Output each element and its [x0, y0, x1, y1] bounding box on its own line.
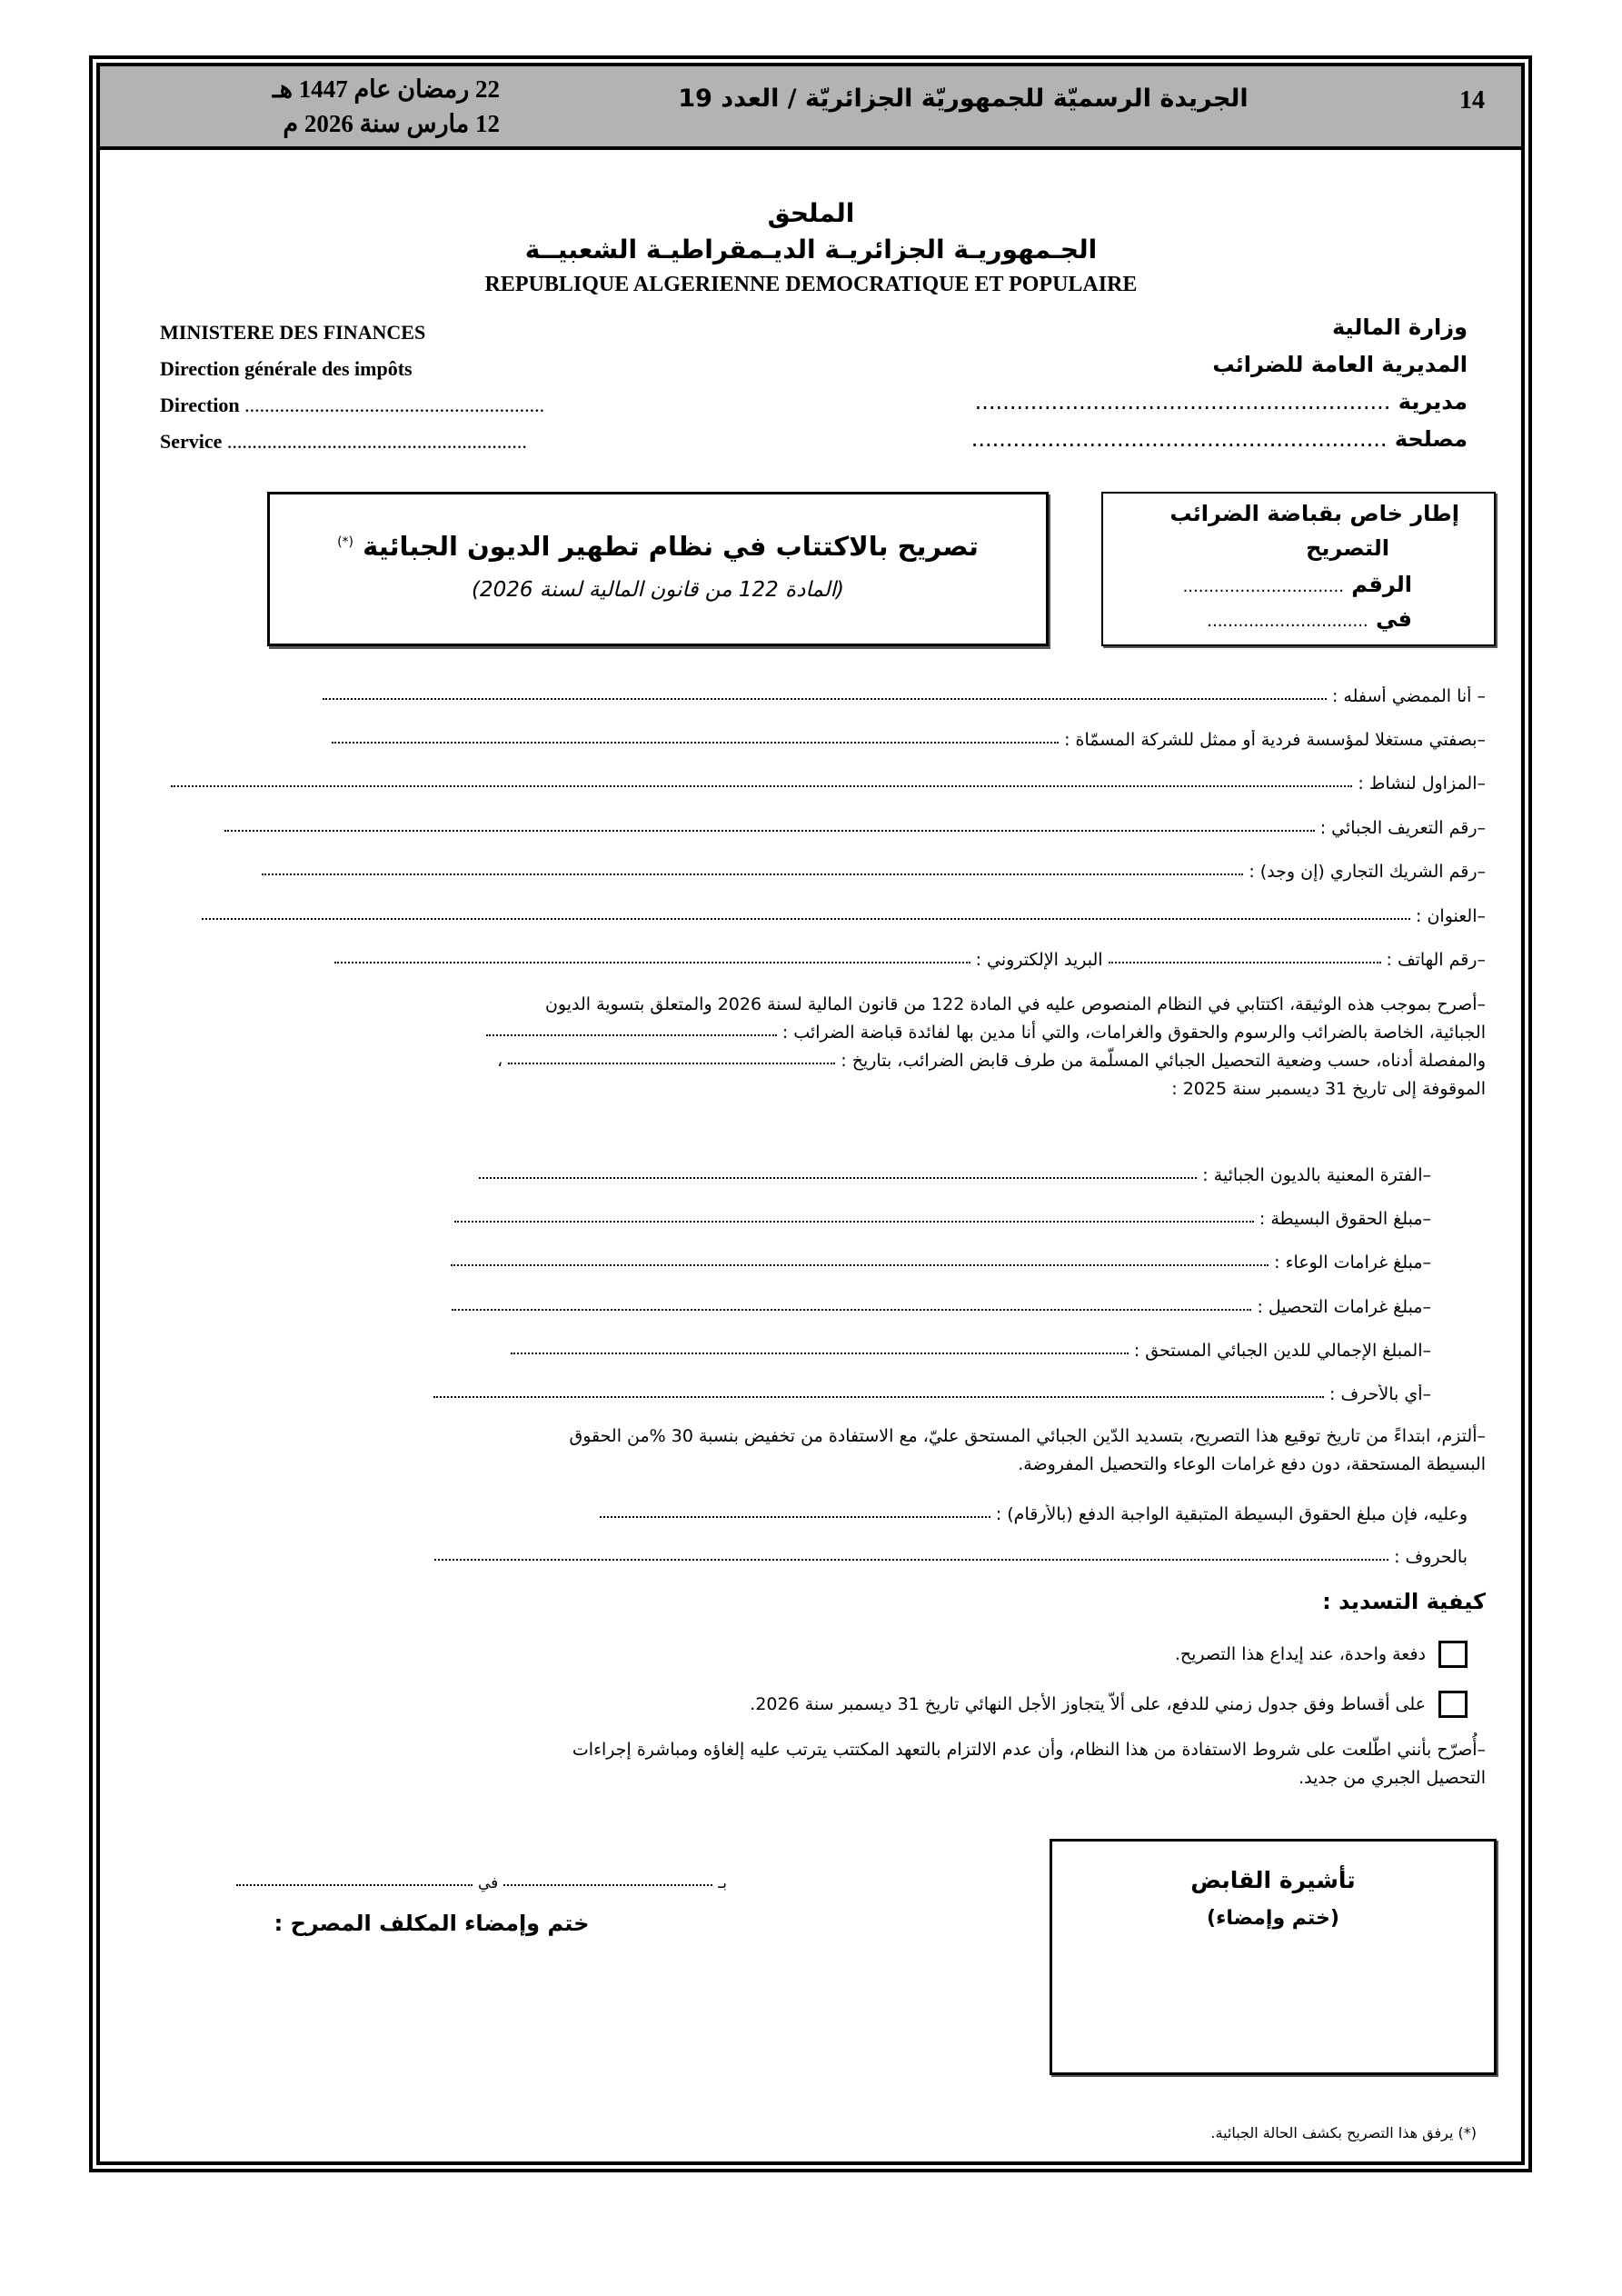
date-gregorian: 12 مارس سنة 2026 م: [283, 110, 500, 137]
declaration-title-box: [267, 492, 1049, 646]
remaining-amount-digits-input[interactable]: [600, 1516, 990, 1518]
field-collection-penalties[interactable]: –مبلغ غرامات التحصيل :: [177, 1297, 1431, 1317]
remaining-amount-words-input[interactable]: [434, 1559, 1388, 1561]
payment-method-title: كيفية التسديد :: [1322, 1589, 1486, 1614]
company-name-input[interactable]: [332, 742, 1059, 744]
signature-place-input[interactable]: [503, 1884, 712, 1886]
field-total-debt[interactable]: –المبلغ الإجمالي للدين الجبائي المستحق :: [177, 1341, 1431, 1361]
payment-option-installments[interactable]: [750, 1691, 1468, 1718]
debt-period-input[interactable]: [479, 1177, 1197, 1179]
commercial-partner-input[interactable]: [262, 873, 1243, 875]
email-input[interactable]: [334, 962, 970, 963]
annex-title: الملحق: [767, 198, 855, 228]
tax-office-box: [1101, 492, 1496, 646]
ministry-fr: MINISTERE DES FINANCES: [160, 321, 426, 344]
commitment-paragraph: –ألتزم، ابتداءً من تاريخ توقيع هذا التصريح، بتسديد الدّين الجبائي المستحق عليّ، مع الاستفادة من تخفيض بنسبة 30 %من الحقوق البسيطة المستحقة، دون دفع غرامات الوعاء والتحصيل المفروضة.: [569, 1426, 1486, 1474]
signatory-name-input[interactable]: [323, 698, 1327, 700]
total-in-words-input[interactable]: [433, 1396, 1324, 1398]
receiver-visa-box[interactable]: [1050, 1839, 1497, 2075]
direction-field-ar[interactable]: مديرية ............................................................: [974, 389, 1468, 414]
installments-checkbox[interactable]: [1438, 1691, 1468, 1718]
declaration-number-field[interactable]: الرقم ...............................: [1182, 572, 1412, 597]
field-phone-email[interactable]: –رقم الهاتف :البريد الإلكتروني :: [123, 950, 1486, 970]
admin-block-fr: [160, 314, 544, 460]
total-debt-input[interactable]: [511, 1353, 1129, 1354]
service-field-fr[interactable]: Service ............................................................: [160, 430, 527, 453]
declaration-paragraph: –أصرح بموجب هذه الوثيقة، اكتتابي في النظام المنصوص عليه في المادة 122 من قانون المالية لسنة 2026 والمتعلق بتسوية الديون الجبائية، الخاصة بالضرائب والرسوم والحقوق والغرامات، والتي أنا مدين بها لفائدة قباضة الضرائب : والمفصلة أدناه، حسب وضعية التحصيل الجبائي المسلّمة من طرف قابض الضرائب، بتاريخ :، الموقوفة إلى تاريخ 31 ديسمبر سنة 2025 :: [123, 991, 1486, 1103]
field-tax-id[interactable]: –رقم التعريف الجبائي :: [123, 818, 1486, 838]
service-dots: ............................................................: [226, 430, 527, 453]
declaration-date-field[interactable]: في ...............................: [1207, 606, 1412, 632]
receiver-visa-title: تأشيرة القابض: [1190, 1867, 1356, 1893]
phone-input[interactable]: [1109, 962, 1381, 963]
payment-option-single[interactable]: [1175, 1641, 1468, 1668]
single-payment-checkbox[interactable]: [1438, 1641, 1468, 1668]
date-hijri: 22 رمضان عام 1447 هـ: [272, 75, 500, 103]
declarant-place-date: بـفي: [136, 1874, 727, 1892]
activity-input[interactable]: [171, 785, 1352, 787]
issue-dates: [227, 72, 500, 141]
tax-id-input[interactable]: [224, 830, 1315, 832]
tax-office-input[interactable]: [486, 1034, 777, 1036]
directorate-general-fr: Direction générale des impôts: [160, 357, 413, 380]
ministry-ar: وزارة المالية: [1331, 314, 1468, 340]
statement-date-input[interactable]: [508, 1063, 835, 1064]
tax-office-heading: إطار خاص بقباضة الضرائب: [1169, 501, 1459, 526]
installments-label: على أقساط وفق جدول زمني للدفع، على ألاّ يتجاوز الأجل النهائي تاريخ 31 ديسمبر سنة 2026.: [750, 1694, 1426, 1714]
field-debt-period[interactable]: –الفترة المعنية بالديون الجبائية :: [177, 1165, 1431, 1185]
principal-amount-input[interactable]: [454, 1221, 1254, 1223]
direction-dots: ............................................................: [244, 394, 545, 416]
declaration-title: تصريح بالاكتتاب في نظام تطهير الديون الجبائية (*): [337, 531, 979, 562]
republic-name-ar: الجـمهوريـة الجزائريـة الديـمقراطيـة الشعبيــة: [524, 235, 1098, 265]
direction-field-fr[interactable]: Direction ............................................................: [160, 394, 545, 416]
field-remaining-amount-words[interactable]: بالحروف :: [104, 1547, 1468, 1567]
field-commercial-partner[interactable]: –رقم الشريك التجاري (إن وجد) :: [123, 862, 1486, 882]
service-field-ar[interactable]: مصلحة ............................................................: [970, 426, 1468, 452]
field-signatory-name[interactable]: – أنا الممضي أسفله :: [123, 686, 1486, 706]
declaration-subtitle: (المادة 122 من قانون المالية لسنة 2026): [471, 578, 845, 602]
field-capacity[interactable]: –بصفتي مستغلا لمؤسسة فردية أو ممثل للشركة المسمّاة :: [123, 730, 1486, 750]
collection-penalties-input[interactable]: [452, 1309, 1251, 1311]
service-dots-ar: ............................................................: [970, 426, 1388, 452]
footnote: (*) يرفق هذا التصريح بكشف الحالة الجبائية.: [1210, 2124, 1477, 2141]
field-total-in-words[interactable]: –أي بالأحرف :: [177, 1384, 1431, 1404]
single-payment-label: دفعة واحدة، عند إيداع هذا التصريح.: [1174, 1644, 1426, 1664]
gazette-title: الجريدة الرسميّة للجمهوريّة الجزائريّة / العدد 19: [678, 85, 1249, 113]
field-remaining-amount-digits[interactable]: وعليه، فإن مبلغ الحقوق البسيطة المتبقية الواجبة الدفع (بالأرقام) :: [104, 1504, 1468, 1524]
address-input[interactable]: [202, 918, 1410, 920]
direction-dots-ar: ............................................................: [974, 389, 1391, 414]
admin-block-ar: [959, 309, 1468, 458]
receiver-visa-subtitle: (ختم وإمضاء): [1207, 1907, 1339, 1930]
footnote-mark: (*): [337, 534, 354, 550]
field-address[interactable]: –العنوان :: [123, 906, 1486, 926]
field-principal-amount[interactable]: –مبلغ الحقوق البسيطة :: [177, 1209, 1431, 1229]
declarant-signature-label: ختم وإمضاء المكلف المصرح :: [274, 1911, 590, 1936]
page-number: 14: [1459, 86, 1485, 115]
tax-office-declaration-label: التصريح: [1306, 535, 1389, 561]
assessment-penalties-input[interactable]: [451, 1264, 1269, 1266]
gazette-header: [100, 66, 1521, 150]
field-assessment-penalties[interactable]: –مبلغ غرامات الوعاء :: [177, 1253, 1431, 1273]
directorate-general-ar: المديرية العامة للضرائب: [1212, 352, 1468, 377]
signature-date-input[interactable]: [236, 1884, 473, 1886]
republic-name-fr: REPUBLIQUE ALGERIENNE DEMOCRATIQUE ET POPULAIRE: [484, 273, 1138, 296]
field-activity[interactable]: –المزاول لنشاط :: [123, 774, 1486, 794]
acknowledgement-paragraph: –أُصرّح بأنني اطّلعت على شروط الاستفادة من هذا النظام، وأن عدم الالتزام بالتعهد المكتتب يترتب عليه إلغاؤه ومباشرة إجراءات التحصيل الجبري من جديد.: [572, 1740, 1486, 1788]
